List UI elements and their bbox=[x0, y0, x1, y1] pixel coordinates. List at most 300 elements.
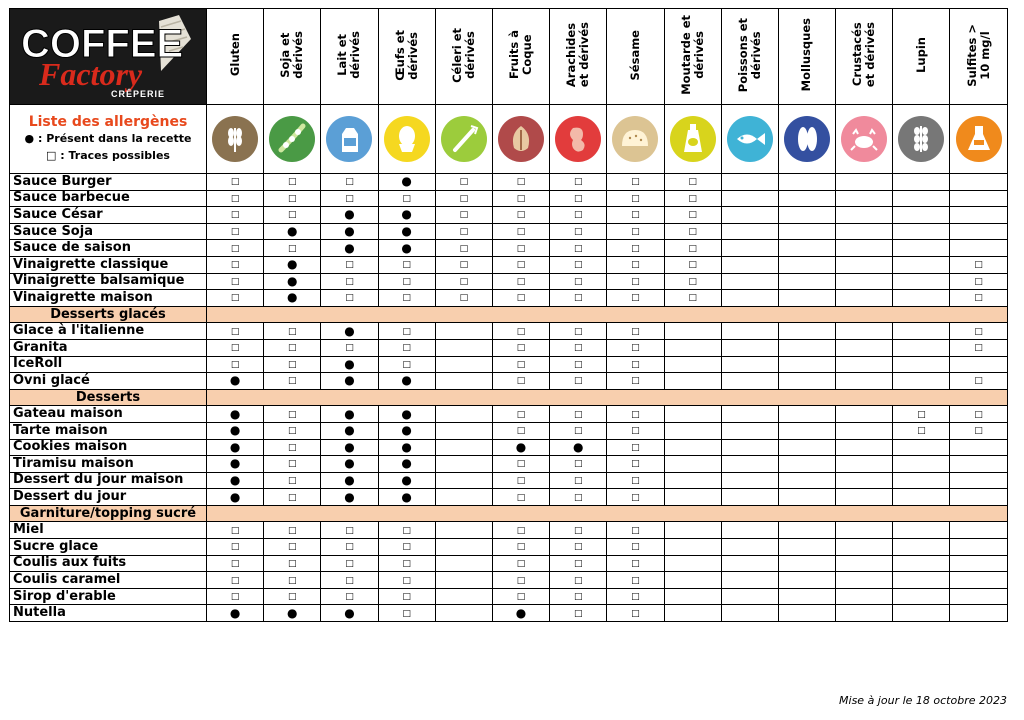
table-row bbox=[10, 439, 1008, 456]
traces-mark: □ bbox=[207, 190, 264, 207]
empty-cell bbox=[836, 555, 893, 572]
traces-mark: □ bbox=[264, 555, 321, 572]
allergen-label: Crustacés et dérivés bbox=[850, 22, 878, 88]
empty-cell bbox=[836, 223, 893, 240]
allergen-icon-cell bbox=[435, 105, 492, 174]
empty-cell bbox=[721, 588, 778, 605]
peanut-icon bbox=[555, 116, 601, 162]
allergen-icon-cell bbox=[664, 105, 721, 174]
traces-mark: □ bbox=[607, 439, 664, 456]
traces-mark: □ bbox=[492, 373, 549, 390]
section-title: Desserts bbox=[10, 389, 207, 406]
present-mark: ● bbox=[207, 456, 264, 473]
traces-mark: □ bbox=[492, 273, 549, 290]
table-row bbox=[10, 256, 1008, 273]
traces-mark: □ bbox=[664, 273, 721, 290]
traces-mark: □ bbox=[264, 522, 321, 539]
present-mark: ● bbox=[492, 605, 549, 622]
present-mark: ● bbox=[207, 373, 264, 390]
empty-cell bbox=[778, 290, 835, 307]
sesame-icon bbox=[612, 116, 658, 162]
empty-cell bbox=[950, 472, 1007, 489]
mussel-icon bbox=[784, 116, 830, 162]
empty-cell bbox=[836, 339, 893, 356]
traces-mark: □ bbox=[607, 223, 664, 240]
item-name: Coulis caramel bbox=[10, 572, 207, 589]
traces-mark: □ bbox=[207, 240, 264, 257]
empty-cell bbox=[721, 356, 778, 373]
allergen-icon-cell bbox=[893, 105, 950, 174]
empty-cell bbox=[950, 605, 1007, 622]
empty-cell bbox=[893, 373, 950, 390]
empty-cell bbox=[435, 422, 492, 439]
empty-cell bbox=[893, 572, 950, 589]
empty-cell bbox=[836, 588, 893, 605]
item-name: Sucre glace bbox=[10, 539, 207, 556]
empty-cell bbox=[893, 489, 950, 506]
empty-cell bbox=[836, 489, 893, 506]
crab-icon bbox=[841, 116, 887, 162]
empty-cell bbox=[778, 256, 835, 273]
empty-cell bbox=[778, 339, 835, 356]
traces-mark: □ bbox=[378, 555, 435, 572]
empty-cell bbox=[893, 356, 950, 373]
traces-mark: □ bbox=[492, 406, 549, 423]
traces-mark: □ bbox=[550, 422, 607, 439]
empty-cell bbox=[778, 522, 835, 539]
empty-cell bbox=[950, 439, 1007, 456]
empty-cell bbox=[721, 240, 778, 257]
empty-cell bbox=[893, 555, 950, 572]
table-row bbox=[10, 422, 1008, 439]
traces-mark: □ bbox=[321, 273, 378, 290]
item-name: Vinaigrette classique bbox=[10, 256, 207, 273]
empty-cell bbox=[836, 373, 893, 390]
empty-cell bbox=[721, 339, 778, 356]
nut-icon bbox=[498, 116, 544, 162]
present-mark: ● bbox=[378, 240, 435, 257]
empty-cell bbox=[836, 439, 893, 456]
present-mark: ● bbox=[264, 273, 321, 290]
traces-mark: □ bbox=[950, 406, 1007, 423]
traces-mark: □ bbox=[207, 223, 264, 240]
empty-cell bbox=[778, 472, 835, 489]
table-row bbox=[10, 456, 1008, 473]
empty-cell bbox=[664, 373, 721, 390]
traces-mark: □ bbox=[607, 373, 664, 390]
empty-cell bbox=[435, 339, 492, 356]
empty-cell bbox=[664, 489, 721, 506]
icon-row bbox=[10, 105, 1008, 174]
empty-cell bbox=[950, 207, 1007, 224]
traces-mark: □ bbox=[664, 223, 721, 240]
item-name: Ovni glacé bbox=[10, 373, 207, 390]
present-mark: ● bbox=[321, 223, 378, 240]
empty-cell bbox=[721, 439, 778, 456]
traces-mark: □ bbox=[550, 406, 607, 423]
empty-cell bbox=[664, 456, 721, 473]
empty-cell bbox=[893, 207, 950, 224]
empty-cell bbox=[721, 190, 778, 207]
present-mark: ● bbox=[321, 356, 378, 373]
allergen-sheet bbox=[9, 8, 1008, 622]
present-mark: ● bbox=[492, 439, 549, 456]
empty-cell bbox=[893, 522, 950, 539]
empty-cell bbox=[778, 456, 835, 473]
traces-mark: □ bbox=[207, 339, 264, 356]
empty-cell bbox=[893, 190, 950, 207]
brand-word-coffee: COFFEE bbox=[21, 22, 184, 66]
traces-mark: □ bbox=[950, 422, 1007, 439]
traces-mark: □ bbox=[607, 339, 664, 356]
present-mark: ● bbox=[264, 256, 321, 273]
traces-mark: □ bbox=[492, 522, 549, 539]
allergen-label: Sulfites > 10 mg/l bbox=[964, 23, 992, 87]
empty-cell bbox=[721, 256, 778, 273]
section-band bbox=[207, 389, 1008, 406]
empty-cell bbox=[721, 207, 778, 224]
empty-cell bbox=[950, 539, 1007, 556]
empty-cell bbox=[778, 190, 835, 207]
empty-cell bbox=[836, 522, 893, 539]
traces-mark: □ bbox=[435, 190, 492, 207]
traces-mark: □ bbox=[550, 223, 607, 240]
empty-cell bbox=[435, 572, 492, 589]
traces-mark: □ bbox=[550, 190, 607, 207]
traces-mark: □ bbox=[321, 339, 378, 356]
allergen-icon-cell bbox=[550, 105, 607, 174]
present-mark: ● bbox=[321, 422, 378, 439]
allergen-header bbox=[721, 9, 778, 105]
empty-cell bbox=[721, 323, 778, 340]
empty-cell bbox=[950, 489, 1007, 506]
traces-mark: □ bbox=[950, 290, 1007, 307]
empty-cell bbox=[778, 240, 835, 257]
traces-mark: □ bbox=[550, 240, 607, 257]
traces-mark: □ bbox=[378, 190, 435, 207]
present-mark: ● bbox=[264, 223, 321, 240]
table-row bbox=[10, 406, 1008, 423]
traces-mark: □ bbox=[607, 539, 664, 556]
item-name: Glace à l'italienne bbox=[10, 323, 207, 340]
allergen-label: Fruits à Coque bbox=[507, 30, 535, 80]
traces-mark: □ bbox=[207, 323, 264, 340]
traces-mark: □ bbox=[492, 456, 549, 473]
present-mark: ● bbox=[321, 605, 378, 622]
milk-icon bbox=[326, 116, 372, 162]
empty-cell bbox=[950, 572, 1007, 589]
traces-mark: □ bbox=[607, 240, 664, 257]
empty-cell bbox=[836, 406, 893, 423]
empty-cell bbox=[950, 588, 1007, 605]
allergen-table bbox=[9, 8, 1008, 622]
traces-mark: □ bbox=[550, 339, 607, 356]
present-mark: ● bbox=[378, 439, 435, 456]
traces-mark: □ bbox=[321, 190, 378, 207]
empty-cell bbox=[778, 489, 835, 506]
item-name: Cookies maison bbox=[10, 439, 207, 456]
mustard-icon bbox=[670, 116, 716, 162]
traces-mark: □ bbox=[607, 323, 664, 340]
item-name: Sauce Soja bbox=[10, 223, 207, 240]
empty-cell bbox=[893, 323, 950, 340]
empty-cell bbox=[836, 290, 893, 307]
present-mark: ● bbox=[378, 489, 435, 506]
traces-mark: □ bbox=[207, 290, 264, 307]
traces-mark: □ bbox=[607, 555, 664, 572]
empty-cell bbox=[435, 489, 492, 506]
traces-mark: □ bbox=[550, 489, 607, 506]
item-name: Nutella bbox=[10, 605, 207, 622]
empty-cell bbox=[778, 555, 835, 572]
traces-mark: □ bbox=[664, 240, 721, 257]
item-name: Coulis aux fuits bbox=[10, 555, 207, 572]
empty-cell bbox=[836, 190, 893, 207]
traces-mark: □ bbox=[950, 373, 1007, 390]
empty-cell bbox=[664, 339, 721, 356]
empty-cell bbox=[778, 406, 835, 423]
empty-cell bbox=[836, 539, 893, 556]
table-row bbox=[10, 240, 1008, 257]
present-mark: ● bbox=[321, 456, 378, 473]
celery-icon bbox=[441, 116, 487, 162]
empty-cell bbox=[893, 588, 950, 605]
present-mark: ● bbox=[550, 439, 607, 456]
brand-logo bbox=[10, 9, 207, 105]
traces-mark: □ bbox=[321, 522, 378, 539]
traces-mark: □ bbox=[378, 522, 435, 539]
allergen-label: Poissons et dérivés bbox=[735, 17, 763, 93]
table-row bbox=[10, 555, 1008, 572]
table-row bbox=[10, 373, 1008, 390]
traces-mark: □ bbox=[321, 256, 378, 273]
empty-cell bbox=[893, 339, 950, 356]
traces-mark: □ bbox=[207, 273, 264, 290]
legend-title: Liste des allergènes bbox=[28, 114, 188, 130]
wheat-icon bbox=[212, 116, 258, 162]
present-mark: ● bbox=[378, 223, 435, 240]
traces-mark: □ bbox=[607, 588, 664, 605]
traces-mark: □ bbox=[550, 605, 607, 622]
traces-mark: □ bbox=[492, 422, 549, 439]
traces-mark: □ bbox=[492, 207, 549, 224]
empty-cell bbox=[778, 174, 835, 191]
traces-mark: □ bbox=[607, 572, 664, 589]
traces-mark: □ bbox=[321, 290, 378, 307]
empty-cell bbox=[435, 555, 492, 572]
traces-mark: □ bbox=[492, 223, 549, 240]
empty-cell bbox=[836, 422, 893, 439]
item-name: Sauce barbecue bbox=[10, 190, 207, 207]
empty-cell bbox=[721, 555, 778, 572]
empty-cell bbox=[950, 174, 1007, 191]
empty-cell bbox=[721, 456, 778, 473]
table-row bbox=[10, 356, 1008, 373]
table-row bbox=[10, 323, 1008, 340]
traces-mark: □ bbox=[607, 522, 664, 539]
traces-mark: □ bbox=[607, 605, 664, 622]
present-mark: ● bbox=[207, 439, 264, 456]
empty-cell bbox=[664, 588, 721, 605]
traces-mark: □ bbox=[264, 240, 321, 257]
empty-cell bbox=[950, 522, 1007, 539]
present-mark: ● bbox=[321, 439, 378, 456]
empty-cell bbox=[893, 273, 950, 290]
empty-cell bbox=[435, 356, 492, 373]
section-row bbox=[10, 306, 1008, 323]
item-name: IceRoll bbox=[10, 356, 207, 373]
traces-mark: □ bbox=[264, 373, 321, 390]
traces-mark: □ bbox=[607, 406, 664, 423]
traces-mark: □ bbox=[264, 572, 321, 589]
traces-mark: □ bbox=[435, 207, 492, 224]
allergen-icon-cell bbox=[721, 105, 778, 174]
allergen-label: Céleri et dérivés bbox=[449, 27, 477, 83]
traces-mark: □ bbox=[664, 207, 721, 224]
empty-cell bbox=[721, 174, 778, 191]
traces-mark: □ bbox=[607, 456, 664, 473]
traces-mark: □ bbox=[207, 356, 264, 373]
empty-cell bbox=[778, 539, 835, 556]
present-mark: ● bbox=[378, 456, 435, 473]
traces-mark: □ bbox=[378, 256, 435, 273]
traces-mark: □ bbox=[207, 522, 264, 539]
empty-cell bbox=[435, 539, 492, 556]
brand-word-creperie: CRÊPERIE bbox=[111, 89, 166, 99]
allergen-icon-cell bbox=[264, 105, 321, 174]
empty-cell bbox=[435, 439, 492, 456]
present-mark: ● bbox=[321, 207, 378, 224]
allergen-icon-cell bbox=[607, 105, 664, 174]
empty-cell bbox=[721, 422, 778, 439]
table-row bbox=[10, 522, 1008, 539]
traces-mark: □ bbox=[664, 190, 721, 207]
allergen-header bbox=[492, 9, 549, 105]
item-name: Sauce César bbox=[10, 207, 207, 224]
allergen-header bbox=[607, 9, 664, 105]
item-name: Sauce Burger bbox=[10, 174, 207, 191]
traces-mark: □ bbox=[607, 356, 664, 373]
traces-mark: □ bbox=[492, 174, 549, 191]
sulfite-icon bbox=[956, 116, 1002, 162]
allergen-icon-cell bbox=[321, 105, 378, 174]
legend bbox=[10, 105, 207, 174]
traces-mark: □ bbox=[321, 539, 378, 556]
table-row bbox=[10, 572, 1008, 589]
empty-cell bbox=[664, 406, 721, 423]
empty-cell bbox=[836, 605, 893, 622]
empty-cell bbox=[664, 572, 721, 589]
traces-mark: □ bbox=[893, 422, 950, 439]
empty-cell bbox=[435, 588, 492, 605]
empty-cell bbox=[836, 174, 893, 191]
traces-mark: □ bbox=[435, 240, 492, 257]
empty-cell bbox=[664, 472, 721, 489]
traces-mark: □ bbox=[607, 472, 664, 489]
traces-mark: □ bbox=[664, 290, 721, 307]
empty-cell bbox=[721, 273, 778, 290]
traces-mark: □ bbox=[378, 539, 435, 556]
traces-mark: □ bbox=[664, 256, 721, 273]
traces-mark: □ bbox=[492, 256, 549, 273]
empty-cell bbox=[778, 273, 835, 290]
traces-mark: □ bbox=[550, 373, 607, 390]
empty-cell bbox=[664, 356, 721, 373]
traces-mark: □ bbox=[950, 339, 1007, 356]
traces-mark: □ bbox=[550, 207, 607, 224]
present-mark: ● bbox=[321, 472, 378, 489]
table-row bbox=[10, 472, 1008, 489]
traces-mark: □ bbox=[264, 323, 321, 340]
empty-cell bbox=[721, 290, 778, 307]
traces-mark: □ bbox=[607, 273, 664, 290]
traces-mark: □ bbox=[207, 588, 264, 605]
empty-cell bbox=[950, 356, 1007, 373]
traces-mark: □ bbox=[607, 290, 664, 307]
allergen-header bbox=[550, 9, 607, 105]
traces-mark: □ bbox=[492, 572, 549, 589]
empty-cell bbox=[950, 240, 1007, 257]
empty-cell bbox=[836, 207, 893, 224]
traces-mark: □ bbox=[550, 456, 607, 473]
traces-mark: □ bbox=[492, 472, 549, 489]
empty-cell bbox=[836, 456, 893, 473]
egg-icon bbox=[384, 116, 430, 162]
allergen-header bbox=[778, 9, 835, 105]
empty-cell bbox=[778, 207, 835, 224]
traces-mark: □ bbox=[264, 472, 321, 489]
lupin-icon bbox=[898, 116, 944, 162]
allergen-label: Soja et dérivés bbox=[278, 31, 306, 79]
traces-mark: □ bbox=[492, 323, 549, 340]
empty-cell bbox=[664, 422, 721, 439]
traces-mark: □ bbox=[950, 273, 1007, 290]
traces-mark: □ bbox=[378, 588, 435, 605]
empty-cell bbox=[778, 223, 835, 240]
traces-mark: □ bbox=[607, 489, 664, 506]
empty-cell bbox=[778, 356, 835, 373]
present-mark: ● bbox=[321, 240, 378, 257]
section-title: Desserts glacés bbox=[10, 306, 207, 323]
empty-cell bbox=[435, 373, 492, 390]
traces-mark: □ bbox=[550, 522, 607, 539]
traces-mark: □ bbox=[264, 207, 321, 224]
empty-cell bbox=[893, 539, 950, 556]
item-name: Vinaigrette maison bbox=[10, 290, 207, 307]
traces-mark: □ bbox=[207, 207, 264, 224]
empty-cell bbox=[435, 456, 492, 473]
empty-cell bbox=[893, 256, 950, 273]
empty-cell bbox=[435, 605, 492, 622]
allergen-icon-cell bbox=[836, 105, 893, 174]
traces-mark: □ bbox=[264, 456, 321, 473]
coffee-factory-logo bbox=[11, 9, 205, 101]
update-date: Mise à jour le 18 octobre 2023 bbox=[839, 694, 1007, 707]
traces-mark: □ bbox=[492, 489, 549, 506]
empty-cell bbox=[664, 522, 721, 539]
traces-mark: □ bbox=[607, 422, 664, 439]
empty-cell bbox=[435, 323, 492, 340]
empty-cell bbox=[836, 472, 893, 489]
traces-mark: □ bbox=[950, 323, 1007, 340]
traces-mark: □ bbox=[492, 339, 549, 356]
empty-cell bbox=[836, 356, 893, 373]
item-name: Tiramisu maison bbox=[10, 456, 207, 473]
traces-mark: □ bbox=[550, 555, 607, 572]
traces-mark: □ bbox=[550, 323, 607, 340]
present-mark: ● bbox=[321, 489, 378, 506]
traces-mark: □ bbox=[207, 555, 264, 572]
